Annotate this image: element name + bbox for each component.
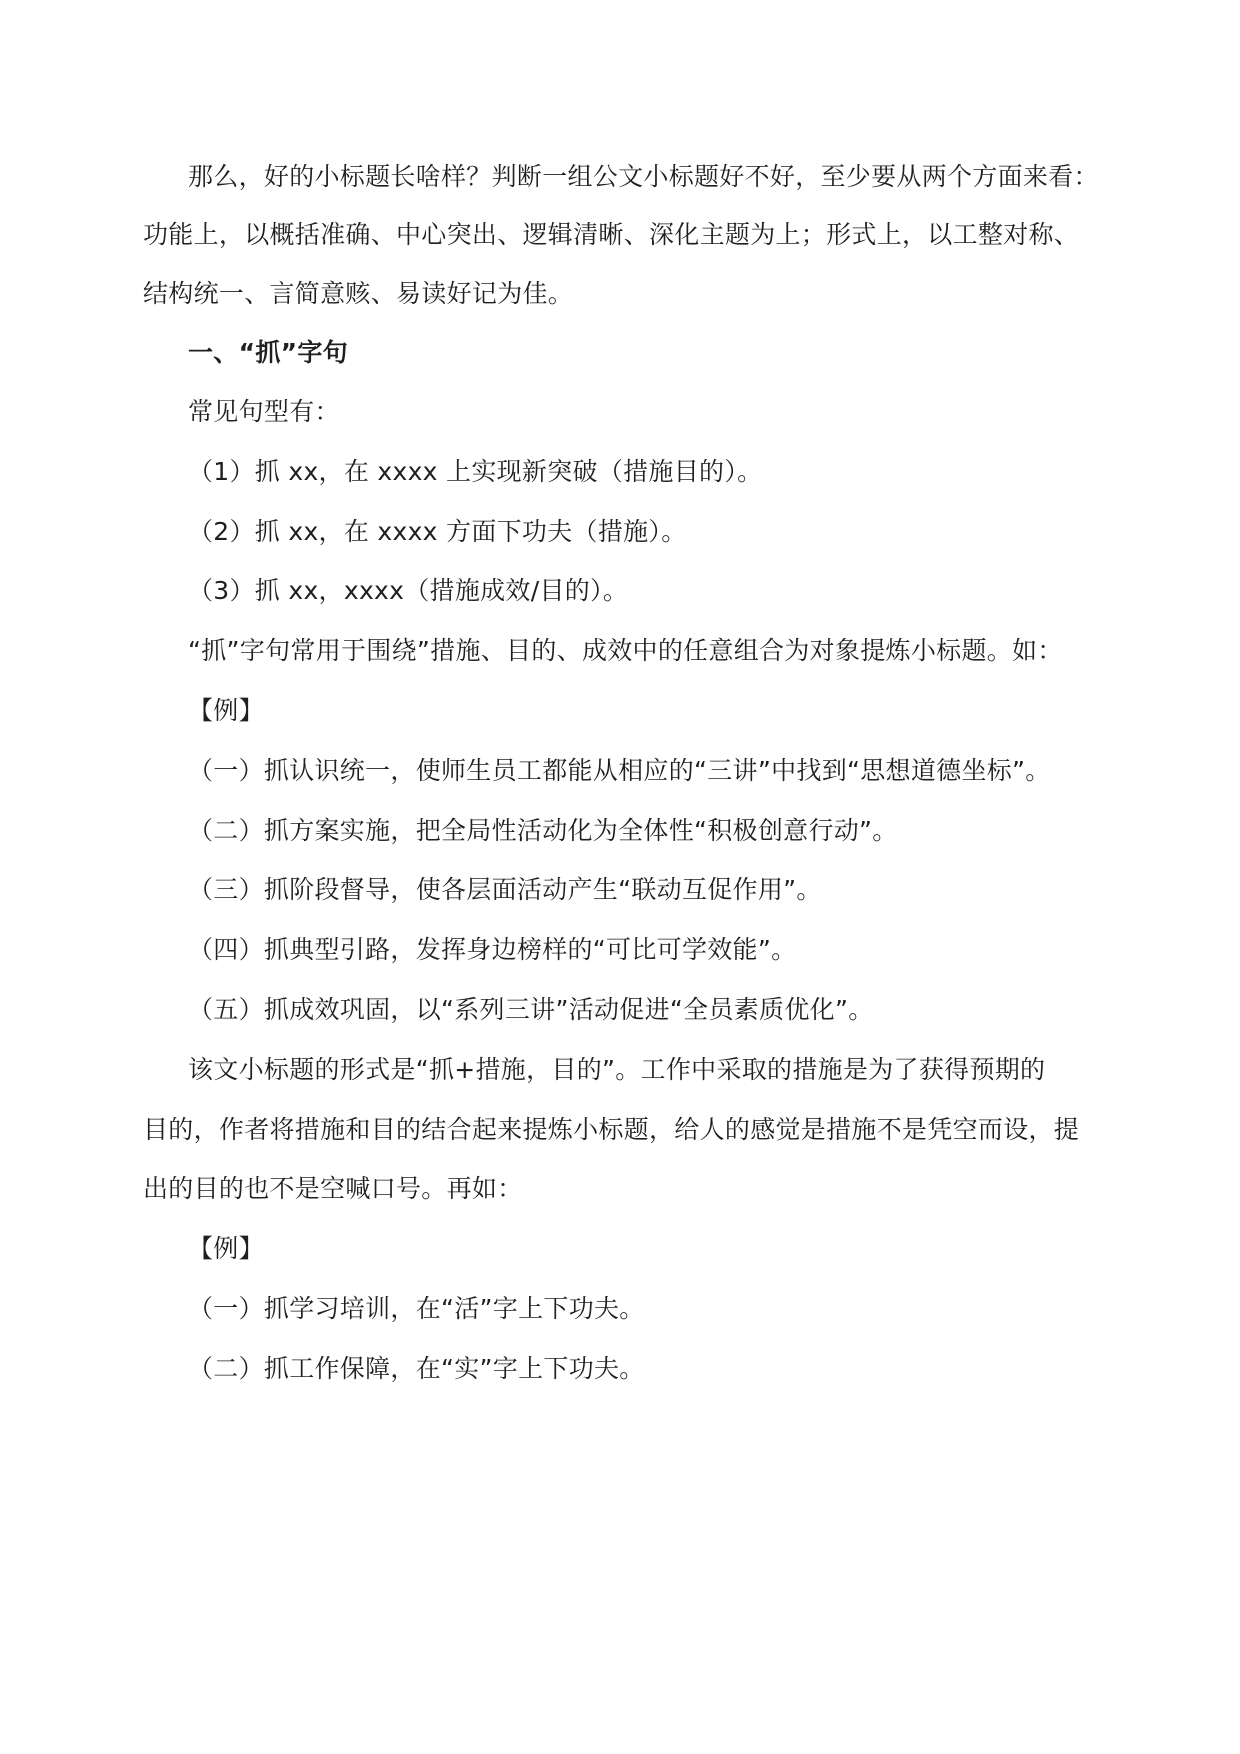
example-item: （五）抓成效巩固，以“系列三讲”活动促进“全员素质优化”。 <box>188 995 874 1024</box>
example-item: （二）抓工作保障，在“实”字上下功夫。 <box>188 1354 645 1383</box>
pattern-item: （2）抓 xx，在 xxxx 方面下功夫（措施）。 <box>188 517 687 546</box>
example-label: 【例】 <box>188 696 264 725</box>
intro-line-3: 结构统一、言简意赅、易读好记为佳。 <box>143 279 574 308</box>
intro-line-1: 那么，好的小标题长啥样？判断一组公文小标题好不好，至少要从两个方面来看： <box>188 162 1099 191</box>
example-item: （四）抓典型引路，发挥身边榜样的“可比可学效能”。 <box>188 935 797 964</box>
example-item: （三）抓阶段督导，使各层面活动产生“联动互促作用”。 <box>188 875 822 904</box>
intro-line-2: 功能上，以概括准确、中心突出、逻辑清晰、深化主题为上；形式上，以工整对称、 <box>143 220 1080 249</box>
example-item: （二）抓方案实施，把全局性活动化为全体性“积极创意行动”。 <box>188 816 898 845</box>
example-item: （一）抓认识统一，使师生员工都能从相应的“三讲”中找到“思想道德坐标”。 <box>188 756 1051 785</box>
example-item: （一）抓学习培训，在“活”字上下功夫。 <box>188 1294 645 1323</box>
patterns-intro: 常见句型有： <box>188 397 340 426</box>
pattern-item: （3）抓 xx，xxxx（措施成效/目的）。 <box>188 576 629 605</box>
analysis-line-3: 出的目的也不是空喊口号。再如： <box>143 1174 523 1203</box>
pattern-item: （1）抓 xx，在 xxxx 上实现新突破（措施目的）。 <box>188 457 763 486</box>
analysis-line-2: 目的，作者将措施和目的结合起来提炼小标题，给人的感觉是措施不是凭空而设，提 <box>143 1115 1080 1144</box>
example-label: 【例】 <box>188 1234 264 1263</box>
analysis-line-1: 该文小标题的形式是“抓+措施，目的”。工作中采取的措施是为了获得预期的 <box>188 1055 1046 1084</box>
section-heading: 一、“抓”字句 <box>188 338 348 367</box>
usage-paragraph: “抓”字句常用于围绕”措施、目的、成效中的任意组合为对象提炼小标题。如： <box>188 636 1063 665</box>
